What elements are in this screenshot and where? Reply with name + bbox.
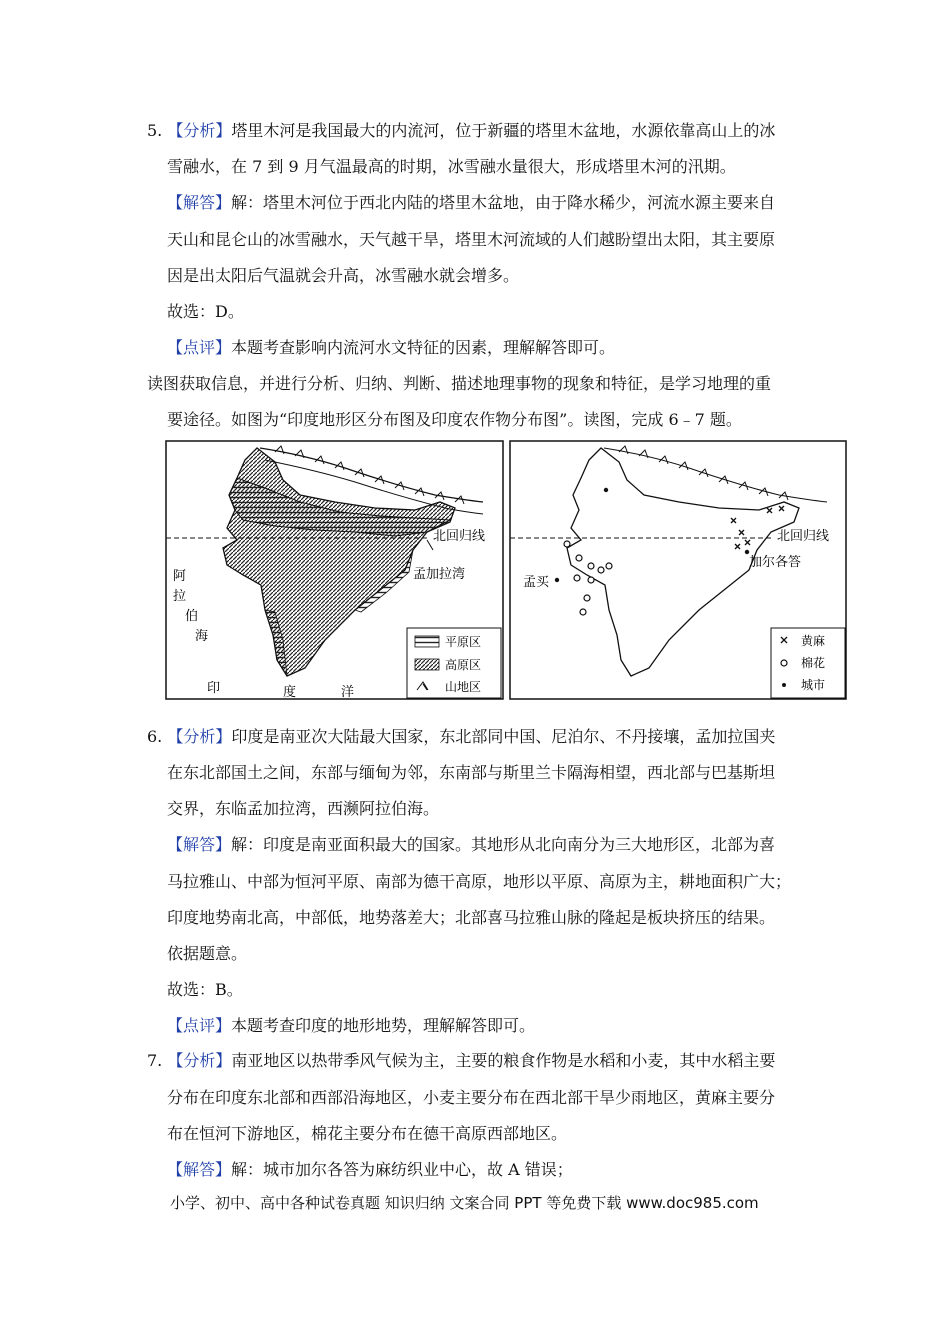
q6-number: 6. xyxy=(147,727,163,746)
q5-analysis-line1 xyxy=(147,120,775,142)
indian-ocean-char-3: 洋 xyxy=(341,685,355,700)
q6-analysis-tag: 【分析】 xyxy=(167,727,232,746)
q7-answer-tag: 【解答】 xyxy=(167,1160,232,1179)
q6-answer-line2: 马拉雅山、中部为恒河平原、南部为德干高原，地形以平原、高原为主，耕地面积广大； xyxy=(167,872,792,891)
legend-city-icon xyxy=(782,683,786,687)
legend-jute-label: 黄麻 xyxy=(801,634,826,648)
q6-analysis-text1: 印度是南亚次大陆最大国家，东北部同中国、尼泊尔、不丹接壤，孟加拉国夹 xyxy=(231,727,776,746)
q6-answer-line3: 印度地势南北高，中部低，地势落差大；北部喜马拉雅山脉的隆起是板块挤压的结果。 xyxy=(167,908,776,927)
intro-line2: 要途径。如图为“印度地形区分布图及印度农作物分布图”。读图，完成 6﹣7 题。 xyxy=(167,410,742,429)
q7-analysis-line1 xyxy=(147,1050,775,1072)
q7-number: 7. xyxy=(147,1051,163,1070)
legend-city-label: 城市 xyxy=(801,678,826,692)
q6-choice: 故选：B。 xyxy=(167,980,243,999)
q6-analysis-line2: 在东北部国土之间，东部与缅甸为邻，东南部与斯里兰卡隔海相望，西北部与巴基斯坦 xyxy=(167,763,776,782)
legend-plain-label: 平原区 xyxy=(445,635,482,649)
legend-mountain-label: 山地区 xyxy=(445,680,482,694)
q7-analysis-text1: 南亚地区以热带季风气候为主，主要的粮食作物是水稻和小麦，其中水稻主要 xyxy=(231,1051,776,1070)
q7-analysis-tag: 【分析】 xyxy=(167,1051,232,1070)
crop-map xyxy=(510,441,846,699)
q6-answer-line4: 依据题意。 xyxy=(167,944,248,963)
q6-comment-text: 本题考查印度的地形地势，理解解答即可。 xyxy=(231,1016,536,1035)
arabian-sea-char-3: 伯 xyxy=(185,609,199,624)
intro-line1: 读图获取信息，并进行分析、归纳、判断、描述地理事物的现象和特征，是学习地理的重 xyxy=(147,374,772,393)
arabian-sea-char-1: 阿 xyxy=(173,569,187,584)
arabian-sea-char-2: 拉 xyxy=(173,589,187,604)
q5-answer-text1: 解：塔里木河位于西北内陆的塔里木盆地，由于降水稀少，河流水源主要来自 xyxy=(231,193,776,212)
q5-answer-line2: 天山和昆仑山的冰雪融水，天气越干旱，塔里木河流域的人们越盼望出太阳，其主要原 xyxy=(167,230,776,249)
legend-cotton-icon xyxy=(781,660,787,666)
legend-cotton-label: 棉花 xyxy=(801,656,826,670)
left-tropic-label: 北回归线 xyxy=(433,529,486,544)
arabian-sea-char-4: 海 xyxy=(195,629,209,644)
q6-comment-line xyxy=(167,1015,535,1037)
city-marker-delhi xyxy=(604,488,608,492)
bay-of-bengal-label: 孟加拉湾 xyxy=(413,567,466,582)
q6-answer-text1: 解：印度是南亚面积最大的国家。其地形从北向南分为三大地形区，北部为喜 xyxy=(231,835,776,854)
mumbai-label: 孟买 xyxy=(523,575,550,590)
page-footer: 小学、初中、高中各种试卷真题 知识归纳 文案合同 PPT 等免费下载 www.doc985.com xyxy=(170,1194,759,1212)
q5-analysis-line2: 雪融水，在 7 到 9 月气温最高的时期，冰雪融水量很大，形成塔里木河的汛期。 xyxy=(167,157,736,176)
q5-answer-tag: 【解答】 xyxy=(167,193,232,212)
legend-plateau-label: 高原区 xyxy=(445,658,482,672)
city-marker-kolkata xyxy=(745,550,749,554)
legend-plain-swatch xyxy=(415,636,439,647)
q6-analysis-line1 xyxy=(147,726,775,748)
q5-comment-text: 本题考查影响内流河水文特征的因素，理解解答即可。 xyxy=(231,338,616,357)
q5-choice: 故选：D。 xyxy=(167,302,244,321)
kolkata-label: 加尔各答 xyxy=(749,555,802,570)
q6-answer-tag: 【解答】 xyxy=(167,835,232,854)
q7-answer-line1 xyxy=(167,1159,573,1181)
q5-analysis-tag: 【分析】 xyxy=(167,121,232,140)
q5-answer-line1 xyxy=(167,192,775,214)
q6-analysis-line3: 交界，东临孟加拉湾，西濒阿拉伯海。 xyxy=(167,799,440,818)
terrain-map xyxy=(166,441,503,700)
q5-comment-line xyxy=(167,337,615,359)
right-tropic-label: 北回归线 xyxy=(777,529,830,544)
india-maps-figure xyxy=(165,440,848,702)
city-marker-mumbai xyxy=(555,578,559,582)
q5-comment-tag: 【点评】 xyxy=(167,338,232,357)
q6-comment-tag: 【点评】 xyxy=(167,1016,232,1035)
indian-ocean-char-2: 度 xyxy=(283,685,297,700)
q7-answer-text1: 解：城市加尔各答为麻纺织业中心，故 A 错误； xyxy=(231,1160,573,1179)
indian-ocean-char-1: 印 xyxy=(207,681,221,696)
q7-analysis-line2: 分布在印度东北部和西部沿海地区，小麦主要分布在西北部干旱少雨地区，黄麻主要分 xyxy=(167,1088,776,1107)
q6-answer-line1 xyxy=(167,834,775,856)
q7-analysis-line3: 布在恒河下游地区，棉花主要分布在德干高原西部地区。 xyxy=(167,1124,568,1143)
q5-answer-line3: 因是出太阳后气温就会升高，冰雪融水就会增多。 xyxy=(167,266,520,285)
q5-number: 5. xyxy=(147,121,163,140)
q5-analysis-text1: 塔里木河是我国最大的内流河，位于新疆的塔里木盆地，水源依靠高山上的冰 xyxy=(231,121,776,140)
legend-plateau-swatch xyxy=(415,659,439,670)
